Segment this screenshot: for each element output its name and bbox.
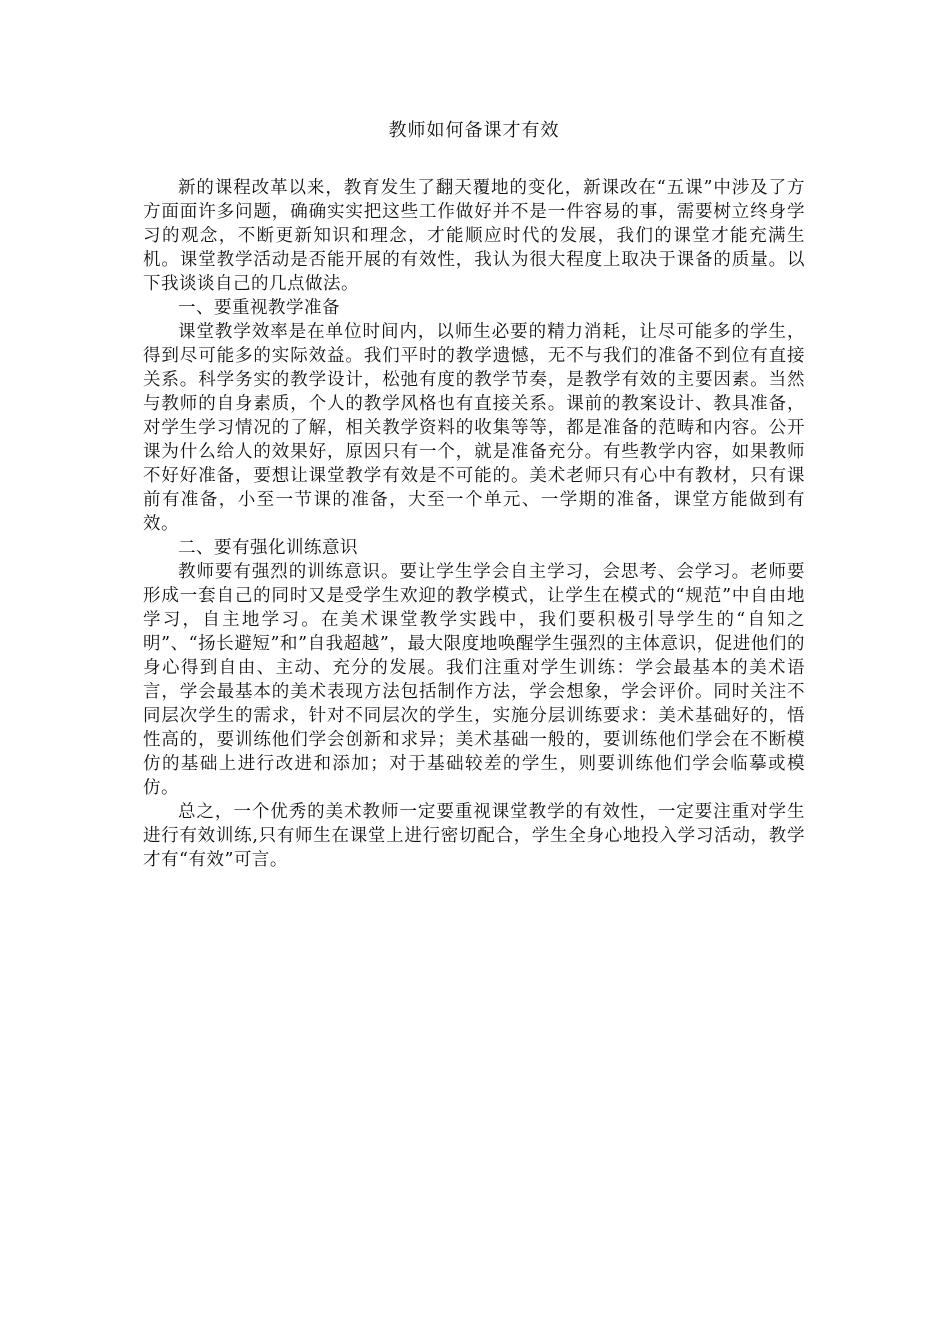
- document-page: [143, 118, 805, 872]
- section-2-heading: 二、要有强化训练意识: [178, 538, 358, 558]
- conclusion-paragraph: 总之，一个优秀的美术教师一定要重视课堂教学的有效性，一定要注重对学生进行有效训练,只有师生在课堂上进行密切配合，学生全身心地投入学习活动，教学才有“有效”可言。: [143, 802, 805, 870]
- intro-paragraph: 新的课程改革以来，教育发生了翻天覆地的变化，新课改在“五课”中涉及了方方面面许多问题，确确实实把这些工作做好并不是一件容易的事，需要树立终身学习的观念，不断更新知识和理念，才能顺应时代的发展，我们的课堂才能充满生机。课堂教学活动是否能开展的有效性，我认为很大程度上取决于课备的质量。以下我谈谈自己的几点做法。: [143, 178, 805, 294]
- section-1-body: 课堂教学效率是在单位时间内，以师生必要的精力消耗，让尽可能多的学生，得到尽可能多的实际效益。我们平时的教学遗憾，无不与我们的准备不到位有直接关系。科学务实的教学设计，松弛有度的教学节奏，是教学有效的主要因素。当然与教师的自身素质，个人的教学风格也有直接关系。课前的教案设计、教具准备，对学生学习情况的了解，相关教学资料的收集等等，都是准备的范畴和内容。公开课为什么给人的效果好，原因只有一个，就是准备充分。有些教学内容，如果教师不好好准备，要想让课堂教学有效是不可能的。美术老师只有心中有教材，只有课前有准备，小至一节课的准备，大至一个单元、一学期的准备，课堂方能做到有效。: [143, 322, 805, 534]
- section-2-body: 教师要有强烈的训练意识。要让学生学会自主学习，会思考、会学习。老师要形成一套自己的同时又是受学生欢迎的教学模式，让学生在模式的“规范”中自由地学习，自主地学习。在美术课堂教学实践中，我们要积极引导学生的“自知之明”、“扬长避短”和”自我超越”，最大限度地唤醒学生强烈的主体意识，促进他们的身心得到自由、主动、充分的发展。我们注重对学生训练：学会最基本的美术语言，学会最基本的美术表现方法包括制作方法，学会想象，学会评价。同时关注不同层次学生的需求，针对不同层次的学生，实施分层训练要求：美术基础好的，悟性高的，要训练他们学会创新和求异；美术基础一般的，要训练他们学会在不断模仿的基础上进行改进和添加；对于基础较差的学生，则要训练他们学会临摹或模仿。: [143, 562, 805, 798]
- document-title: 教师如何备课才有效: [388, 120, 560, 141]
- section-1-heading: 一、要重视教学准备: [178, 298, 340, 318]
